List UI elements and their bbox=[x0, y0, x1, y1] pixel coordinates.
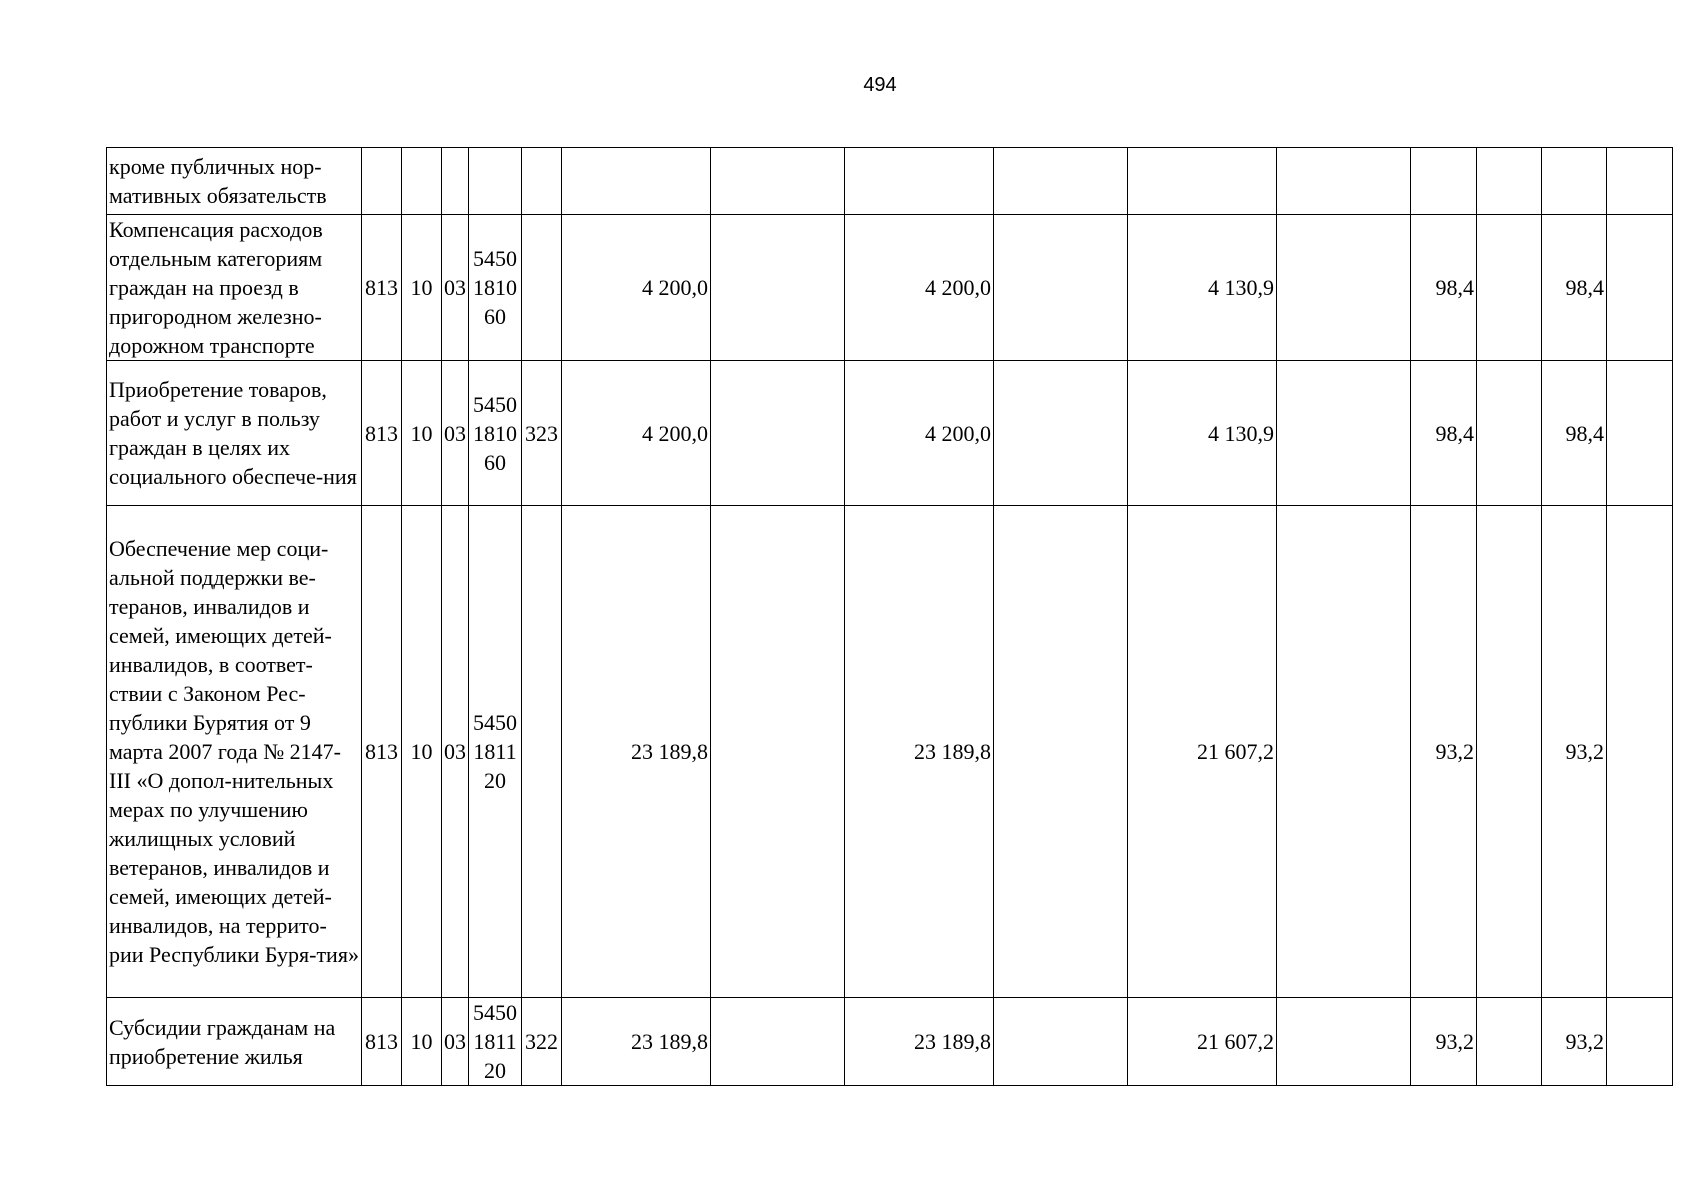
table-row bbox=[107, 998, 1673, 1086]
expense-type-code: 323 bbox=[522, 361, 562, 506]
executed-amount bbox=[1128, 148, 1277, 215]
approved-amount: 4 200,0 bbox=[562, 361, 711, 506]
table-row bbox=[107, 361, 1673, 506]
expense-type-code bbox=[522, 215, 562, 361]
empty-cell bbox=[994, 361, 1128, 506]
planned-amount: 4 200,0 bbox=[845, 215, 994, 361]
percent-of-planned bbox=[1542, 148, 1607, 215]
percent-of-approved bbox=[1411, 148, 1477, 215]
percent-of-planned: 93,2 bbox=[1542, 998, 1607, 1086]
section-code bbox=[402, 148, 442, 215]
row-name: кроме публичных нор-мативных обязательств bbox=[107, 148, 362, 215]
empty-cell bbox=[1607, 215, 1673, 361]
subsection-code: 03 bbox=[442, 998, 469, 1086]
row-name: Обеспечение мер соци-альной поддержки ве-теранов, инвалидов и семей, имеющих детей-инвалидов, в соответ-ствии с Законом Рес-публики Бурятия от 9 марта 2007 года № 2147-III «О допол-нительных мерах по улучшению жилищных условий ветеранов, инвалидов и семей, имеющих детей-инвалидов, на террито-рии Республики Буря-тия» bbox=[107, 506, 362, 998]
empty-cell bbox=[1477, 998, 1542, 1086]
empty-cell bbox=[994, 506, 1128, 998]
executed-amount: 21 607,2 bbox=[1128, 998, 1277, 1086]
empty-cell bbox=[1277, 148, 1411, 215]
planned-amount bbox=[845, 148, 994, 215]
planned-amount: 23 189,8 bbox=[845, 506, 994, 998]
section-code: 10 bbox=[402, 215, 442, 361]
empty-cell bbox=[1477, 361, 1542, 506]
target-article-code: 5450 1811 20 bbox=[469, 998, 522, 1086]
empty-cell bbox=[1277, 215, 1411, 361]
subsection-code: 03 bbox=[442, 361, 469, 506]
empty-cell bbox=[1607, 361, 1673, 506]
subsection-code bbox=[442, 148, 469, 215]
empty-cell bbox=[1477, 506, 1542, 998]
percent-of-planned: 93,2 bbox=[1542, 506, 1607, 998]
executed-amount: 4 130,9 bbox=[1128, 361, 1277, 506]
target-article-code: 5450 1810 60 bbox=[469, 215, 522, 361]
expense-type-code bbox=[522, 506, 562, 998]
ved-code: 813 bbox=[362, 506, 402, 998]
empty-cell bbox=[711, 506, 845, 998]
target-article-code: 5450 1811 20 bbox=[469, 506, 522, 998]
expense-type-code bbox=[522, 148, 562, 215]
percent-of-approved: 98,4 bbox=[1411, 361, 1477, 506]
ved-code: 813 bbox=[362, 361, 402, 506]
section-code: 10 bbox=[402, 998, 442, 1086]
executed-amount: 21 607,2 bbox=[1128, 506, 1277, 998]
empty-cell bbox=[1277, 506, 1411, 998]
section-code: 10 bbox=[402, 506, 442, 998]
empty-cell bbox=[1607, 148, 1673, 215]
empty-cell bbox=[1477, 148, 1542, 215]
subsection-code: 03 bbox=[442, 506, 469, 998]
row-name: Субсидии гражданам на приобретение жилья bbox=[107, 998, 362, 1086]
empty-cell bbox=[711, 215, 845, 361]
empty-cell bbox=[711, 148, 845, 215]
empty-cell bbox=[1277, 998, 1411, 1086]
percent-of-approved: 98,4 bbox=[1411, 215, 1477, 361]
approved-amount: 4 200,0 bbox=[562, 215, 711, 361]
empty-cell bbox=[994, 148, 1128, 215]
row-name: Приобретение товаров, работ и услуг в пользу граждан в целях их социального обеспече-ния bbox=[107, 361, 362, 506]
percent-of-planned: 98,4 bbox=[1542, 361, 1607, 506]
empty-cell bbox=[994, 998, 1128, 1086]
ved-code: 813 bbox=[362, 998, 402, 1086]
approved-amount: 23 189,8 bbox=[562, 506, 711, 998]
planned-amount: 4 200,0 bbox=[845, 361, 994, 506]
empty-cell bbox=[1607, 506, 1673, 998]
percent-of-approved: 93,2 bbox=[1411, 998, 1477, 1086]
executed-amount: 4 130,9 bbox=[1128, 215, 1277, 361]
approved-amount bbox=[562, 148, 711, 215]
empty-cell bbox=[1477, 215, 1542, 361]
empty-cell bbox=[711, 361, 845, 506]
section-code: 10 bbox=[402, 361, 442, 506]
ved-code bbox=[362, 148, 402, 215]
target-article-code bbox=[469, 148, 522, 215]
table-row bbox=[107, 148, 1673, 215]
expense-type-code: 322 bbox=[522, 998, 562, 1086]
budget-table bbox=[106, 147, 1673, 1086]
empty-cell bbox=[1277, 361, 1411, 506]
table-row bbox=[107, 215, 1673, 361]
planned-amount: 23 189,8 bbox=[845, 998, 994, 1086]
target-article-code: 5450 1810 60 bbox=[469, 361, 522, 506]
approved-amount: 23 189,8 bbox=[562, 998, 711, 1086]
empty-cell bbox=[994, 215, 1128, 361]
table-row bbox=[107, 506, 1673, 998]
row-name: Компенсация расходов отдельным категориям граждан на проезд в пригородном железно-дорожном транспорте bbox=[107, 215, 362, 361]
page-number: 494 bbox=[863, 74, 897, 96]
percent-of-planned: 98,4 bbox=[1542, 215, 1607, 361]
empty-cell bbox=[1607, 998, 1673, 1086]
subsection-code: 03 bbox=[442, 215, 469, 361]
empty-cell bbox=[711, 998, 845, 1086]
ved-code: 813 bbox=[362, 215, 402, 361]
percent-of-approved: 93,2 bbox=[1411, 506, 1477, 998]
